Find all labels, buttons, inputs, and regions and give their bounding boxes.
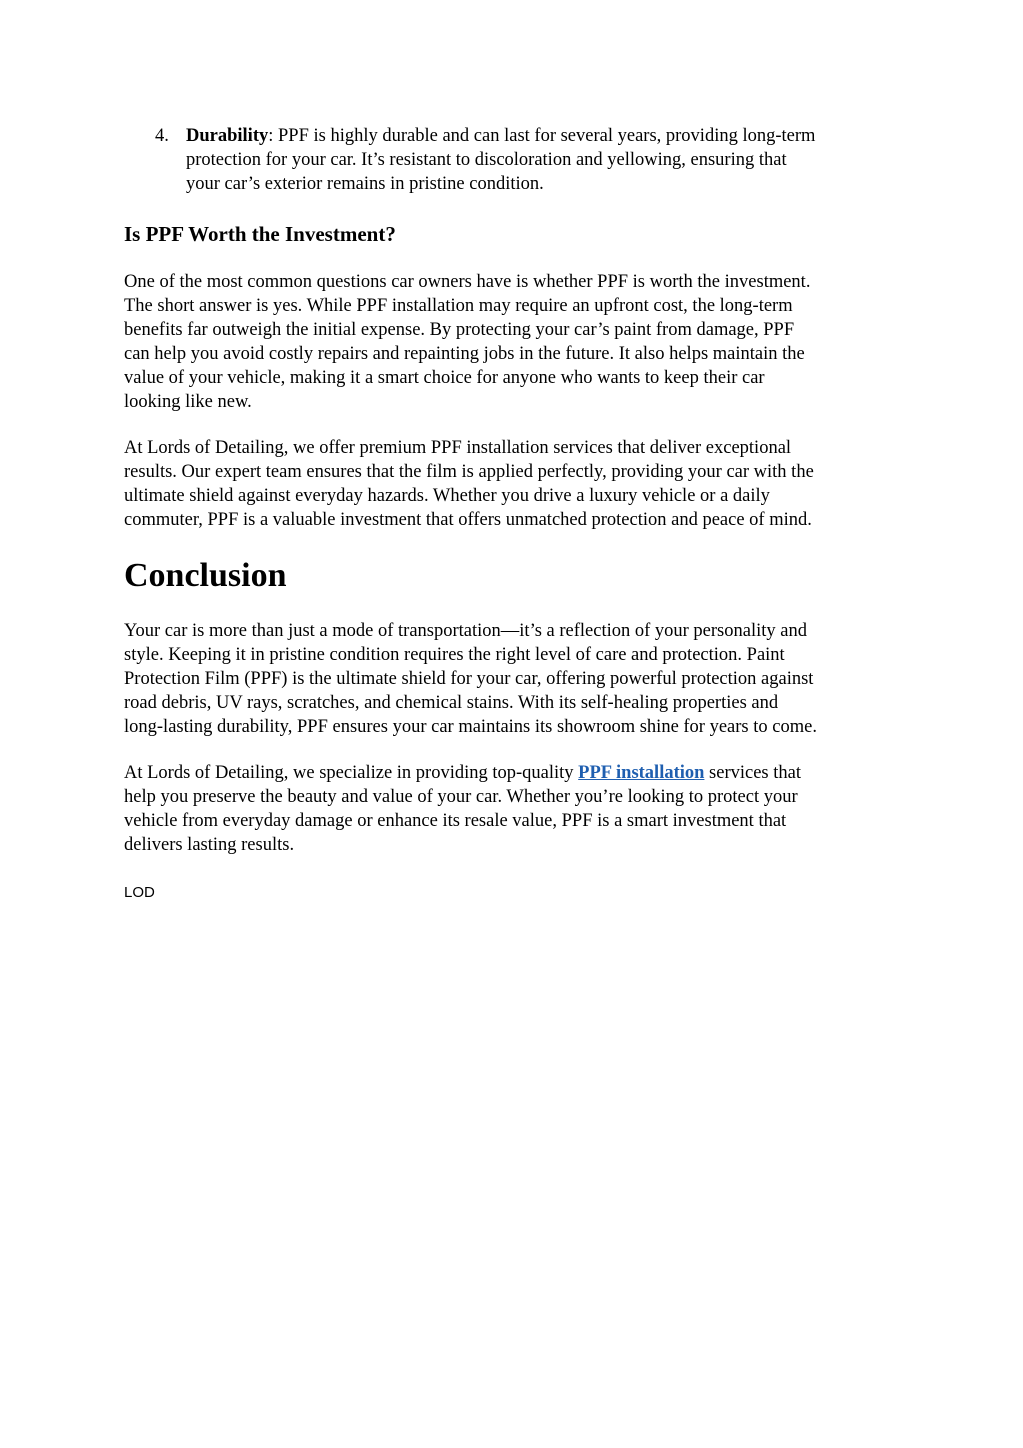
paragraph-line: looking like new.	[124, 392, 252, 412]
list-number: 4.	[155, 126, 169, 146]
paragraph-line: ultimate shield against everyday hazards. Whether you drive a luxury vehicle or a daily	[124, 486, 770, 506]
paragraph-line: Protection Film (PPF) is the ultimate shield for your car, offering powerful protection against	[124, 669, 814, 689]
paragraph-line: help you preserve the beauty and value of your car. Whether you’re looking to protect your	[124, 787, 798, 807]
footer-tag: LOD	[124, 884, 155, 901]
paragraph-line: style. Keeping it in pristine condition requires the right level of care and protection. Paint	[124, 645, 785, 665]
paragraph-line: commuter, PPF is a valuable investment that offers unmatched protection and peace of mind.	[124, 510, 812, 530]
conclusion-heading: Conclusion	[124, 557, 287, 594]
paragraph-line: delivers lasting results.	[124, 835, 295, 855]
section-heading: Is PPF Worth the Investment?	[124, 222, 396, 246]
ppf-installation-link[interactable]: PPF installation	[578, 763, 705, 783]
list-item-line: protection for your car. It’s resistant to discoloration and yellowing, ensuring that	[186, 150, 787, 170]
paragraph-text: At Lords of Detailing, we specialize in providing top-quality	[124, 763, 579, 783]
paragraph-line: vehicle from everyday damage or enhance its resale value, PPF is a smart investment that	[124, 811, 787, 831]
paragraph-line: long-lasting durability, PPF ensures your car maintains its showroom shine for years to come.	[124, 717, 817, 737]
list-item-line: your car’s exterior remains in pristine condition.	[186, 174, 544, 194]
list-item-line	[186, 124, 905, 148]
list-item-body	[186, 124, 905, 196]
paragraph-line: benefits far outweigh the initial expense. By protecting your car’s paint from damage, PPF	[124, 320, 795, 340]
paragraph-line: The short answer is yes. While PPF installation may require an upfront cost, the long-term	[124, 296, 793, 316]
paragraph-line: can help you avoid costly repairs and repainting jobs in the future. It also helps maintain the	[124, 344, 805, 364]
paragraph-line: road debris, UV rays, scratches, and chemical stains. With its self-healing properties and	[124, 693, 779, 713]
list-item-text: : PPF is highly durable and can last for several years, providing long-term	[268, 126, 816, 146]
paragraph-services	[124, 436, 904, 532]
paragraph-text: services that	[704, 763, 801, 783]
paragraph-line: results. Our expert team ensures that the film is applied perfectly, providing your car with the	[124, 462, 814, 482]
paragraph-line	[124, 761, 904, 785]
list-item-term: Durability	[186, 126, 269, 146]
paragraph-closing	[124, 761, 904, 857]
paragraph-investment	[124, 270, 904, 414]
paragraph-line: value of your vehicle, making it a smart choice for anyone who wants to keep their car	[124, 368, 765, 388]
paragraph-line: At Lords of Detailing, we offer premium PPF installation services that deliver exceptional	[124, 438, 792, 458]
paragraph-line: Your car is more than just a mode of transportation—it’s a reflection of your personality and	[124, 621, 807, 641]
paragraph-conclusion	[124, 619, 904, 739]
paragraph-line: One of the most common questions car owners have is whether PPF is worth the investment.	[124, 272, 811, 292]
list-item-durability	[155, 124, 905, 196]
